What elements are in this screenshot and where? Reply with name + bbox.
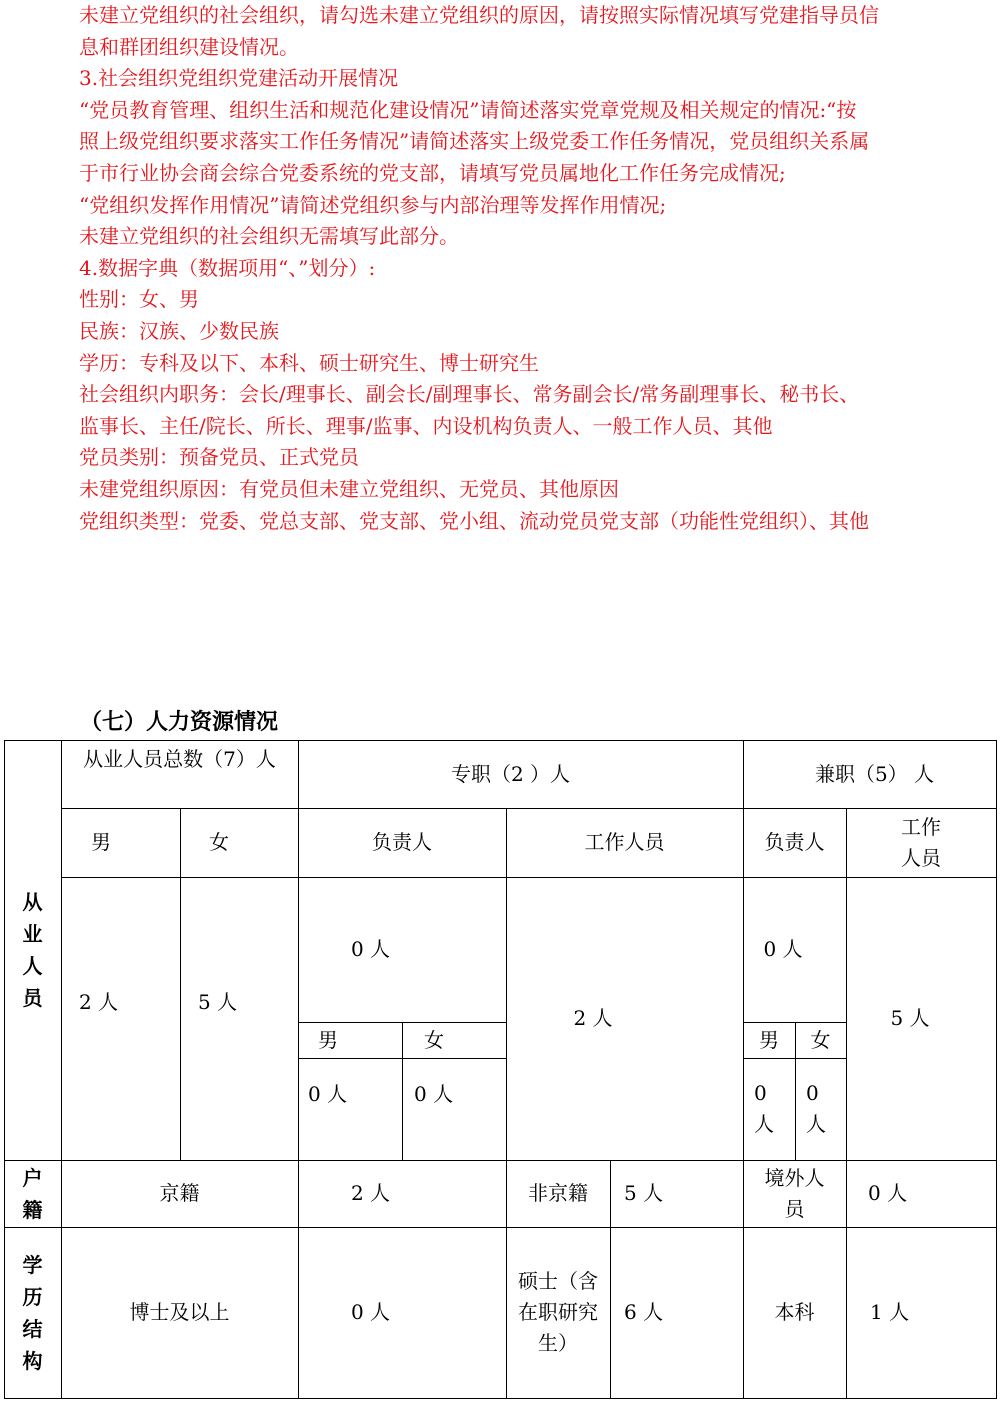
note-line: 民族：汉族、少数民族 (79, 318, 279, 343)
note-line: 党组织类型：党委、党总支部、党支部、党小组、流动党员党支部（功能性党组织）、其他 (79, 508, 869, 533)
female-header: 女 (209, 830, 229, 854)
section-title: （七）人力资源情况 (80, 710, 279, 735)
note-line: “党员教育管理、组织生活和规范化建设情况”请简述落实党章党规及相关规定的情况:“按 (79, 97, 857, 122)
note-line: “党组织发挥作用情况”请简述党组织参与内部治理等发挥作用情况; (79, 192, 667, 217)
fulltime-leader-male-count: 0 人 (308, 1081, 348, 1106)
row-label-staff-text: 从业人员 (22, 890, 43, 1010)
total-staff-header: 从业人员总数（7）人 (83, 746, 276, 771)
note-line: 监事长、主任/院长、所长、理事/监事、内设机构负责人、一般工作人员、其他 (79, 413, 773, 438)
parttime-leader-female-count-text: 0 人 (806, 1081, 826, 1136)
parttime-leader-male-label: 男 (759, 1027, 779, 1052)
overseas-label (743, 1160, 846, 1227)
note-line: 未建立党组织的社会组织，请勾选未建立党组织的原因，请按照实际情况填写党建指导员信 (79, 3, 879, 27)
beijing-count: 2 人 (350, 1181, 391, 1205)
parttime-worker-count: 5 人 (890, 1006, 930, 1030)
note-line: 未建党组织原因：有党员但未建立党组织、无党员、其他原因 (79, 476, 619, 501)
non-beijing-label: 非京籍 (528, 1181, 588, 1205)
note-line: 4.数据字典（数据项用“、”划分）: (79, 255, 376, 280)
row-label-education (4, 1227, 61, 1398)
parttime-leader-female-count (795, 1058, 846, 1160)
note-line: 学历：专科及以下、本科、硕士研究生、博士研究生 (79, 350, 539, 375)
overseas-label-text: 境外人员 (764, 1165, 825, 1221)
table-border-bottom (4, 1398, 997, 1399)
note-line: 照上级党组织要求落实工作任务情况”请简述落实上级党委工作任务情况，党员组织关系属 (79, 129, 870, 154)
note-line: 3.社会组织党组织党建活动开展情况 (79, 66, 399, 91)
overseas-count: 0 人 (868, 1181, 908, 1205)
bachelor-label: 本科 (774, 1300, 815, 1324)
note-line: 息和群团组织建设情况。 (79, 34, 299, 59)
male-header: 男 (91, 830, 111, 854)
fulltime-worker-header: 工作人员 (584, 830, 665, 854)
beijing-label: 京籍 (159, 1181, 200, 1205)
master-label (506, 1227, 610, 1398)
phd-count: 0 人 (350, 1300, 391, 1324)
fulltime-header: 专职（2 ）人 (450, 761, 571, 786)
master-count: 6 人 (624, 1300, 664, 1324)
male-count: 2 人 (79, 989, 119, 1014)
parttime-leader-female-label: 女 (810, 1027, 831, 1052)
parttime-worker-header (846, 808, 996, 877)
phd-label: 博士及以上 (129, 1300, 230, 1324)
fulltime-leader-count: 0 人 (350, 937, 391, 961)
parttime-header: 兼职（5） 人 (814, 761, 935, 786)
row-label-education-text: 学历结构 (22, 1252, 43, 1373)
master-label-text: 硕士（含在职研究生） (518, 1269, 598, 1355)
note-line: 未建立党组织的社会组织无需填写此部分。 (79, 224, 459, 249)
notes-block (79, 0, 939, 537)
row-label-staff (4, 740, 61, 1160)
bachelor-count: 1 人 (870, 1300, 910, 1324)
fulltime-leader-header: 负责人 (372, 830, 432, 854)
note-line: 社会组织内职务：会长/理事长、副会长/副理事长、常务副会长/常务副理事长、秘书长、 (79, 382, 860, 407)
row-label-huji (4, 1160, 61, 1227)
female-count: 5 人 (198, 989, 238, 1014)
fulltime-leader-male-label: 男 (318, 1027, 338, 1052)
table-border-right (996, 740, 997, 1398)
non-beijing-count: 5 人 (624, 1181, 664, 1205)
row-label-huji-text: 户籍 (22, 1165, 43, 1222)
parttime-leader-count: 0 人 (763, 937, 803, 961)
parttime-leader-male-count-text: 0 人 (754, 1081, 774, 1136)
fulltime-leader-female-count: 0 人 (414, 1081, 454, 1106)
fulltime-leader-female-label: 女 (424, 1027, 444, 1052)
fulltime-worker-count: 2 人 (573, 1006, 613, 1030)
parttime-leader-header: 负责人 (764, 830, 825, 854)
note-line: 于市行业协会商会综合党委系统的党支部，请填写党员属地化工作任务完成情况; (79, 160, 786, 185)
parttime-worker-header-text: 工作人员 (901, 814, 941, 870)
note-line: 性别：女、男 (79, 287, 199, 312)
parttime-leader-male-count (743, 1058, 795, 1160)
note-line: 党员类别：预备党员、正式党员 (79, 445, 359, 470)
